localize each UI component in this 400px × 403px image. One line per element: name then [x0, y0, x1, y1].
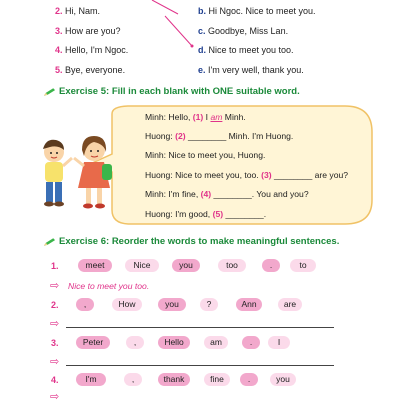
dialogue-line: Minh: Hello, (1) I am Minh. [145, 112, 246, 122]
match-left-item: 3. How are you? [55, 26, 121, 36]
word-chip[interactable]: am [204, 336, 228, 349]
arrow-icon: ⇨ [50, 280, 60, 292]
word-chip[interactable]: I'm [76, 373, 106, 386]
answer-line[interactable] [66, 327, 334, 328]
row-number: 1. [51, 261, 59, 271]
dialogue-line: Minh: I'm fine, (4) ________. You and you? [145, 189, 309, 199]
match-left-item: 2. Hi, Nam. [55, 6, 101, 16]
fill-blank-3[interactable]: ________ are you? [271, 170, 349, 180]
exercise-6-title: Exercise 6: Reorder the words to make meaningful sentences. [59, 236, 340, 247]
match-right-item: e. I'm very well, thank you. [198, 65, 304, 75]
children-illustration [28, 128, 128, 218]
word-chip[interactable]: , [76, 298, 94, 311]
word-chip[interactable]: , [124, 373, 142, 386]
arrow-icon: ⇨ [50, 356, 60, 368]
dialogue-line: Minh: Nice to meet you, Huong. [145, 150, 266, 160]
row-number: 4. [51, 375, 59, 385]
row-number: 2. [51, 300, 59, 310]
word-chip[interactable]: fine [204, 373, 230, 386]
arrow-icon: ⇨ [50, 391, 60, 403]
match-right-item: b. Hi Ngoc. Nice to meet you. [198, 6, 316, 16]
word-chip[interactable]: Peter [76, 336, 110, 349]
example-sentence: Nice to meet you too. [68, 281, 150, 291]
fill-blank-2[interactable]: ________ Minh. I'm Huong. [185, 131, 294, 141]
fill-blank-5[interactable]: ________. [223, 209, 267, 219]
dialogue-line: Huong: (2) ________ Minh. I'm Huong. [145, 131, 294, 141]
word-chip[interactable]: How [112, 298, 142, 311]
word-chip[interactable]: Ann [236, 298, 262, 311]
word-chip[interactable]: ? [200, 298, 218, 311]
word-chip[interactable]: . [240, 373, 258, 386]
word-chip[interactable]: Hello [158, 336, 190, 349]
exercise-5-title: Exercise 5: Fill in each blank with ONE suitable word. [59, 86, 300, 97]
pencil-icon [43, 87, 56, 97]
arrow-icon: ⇨ [50, 318, 60, 330]
word-chip[interactable]: , [126, 336, 144, 349]
dialogue-line: Huong: Nice to meet you, too. (3) ________ are you? [145, 170, 349, 180]
match-right-item: c. Goodbye, Miss Lan. [198, 26, 289, 36]
fill-blank-4[interactable]: ________. You and you? [211, 189, 309, 199]
match-left-item: 5. Bye, everyone. [55, 65, 126, 75]
word-chip[interactable]: I [268, 336, 290, 349]
answer-line[interactable] [66, 365, 334, 366]
word-chip[interactable]: you [172, 259, 200, 272]
match-left-item: 4. Hello, I'm Ngoc. [55, 45, 129, 55]
word-chip[interactable]: thank [158, 373, 190, 386]
dialogue-line: Huong: I'm good, (5) ________. [145, 209, 267, 219]
pencil-icon [43, 237, 56, 247]
word-chip[interactable]: you [270, 373, 296, 386]
match-right-item: d. Nice to meet you too. [198, 45, 294, 55]
word-chip[interactable]: you [158, 298, 186, 311]
word-chip[interactable]: Nice [125, 259, 159, 272]
row-number: 3. [51, 338, 59, 348]
word-chip[interactable]: too [218, 259, 246, 272]
word-chip[interactable]: meet [78, 259, 112, 272]
word-chip[interactable]: . [242, 336, 260, 349]
example-answer: am [210, 112, 223, 122]
word-chip[interactable]: to [290, 259, 316, 272]
word-chip[interactable]: . [262, 259, 280, 272]
word-chip[interactable]: are [278, 298, 302, 311]
